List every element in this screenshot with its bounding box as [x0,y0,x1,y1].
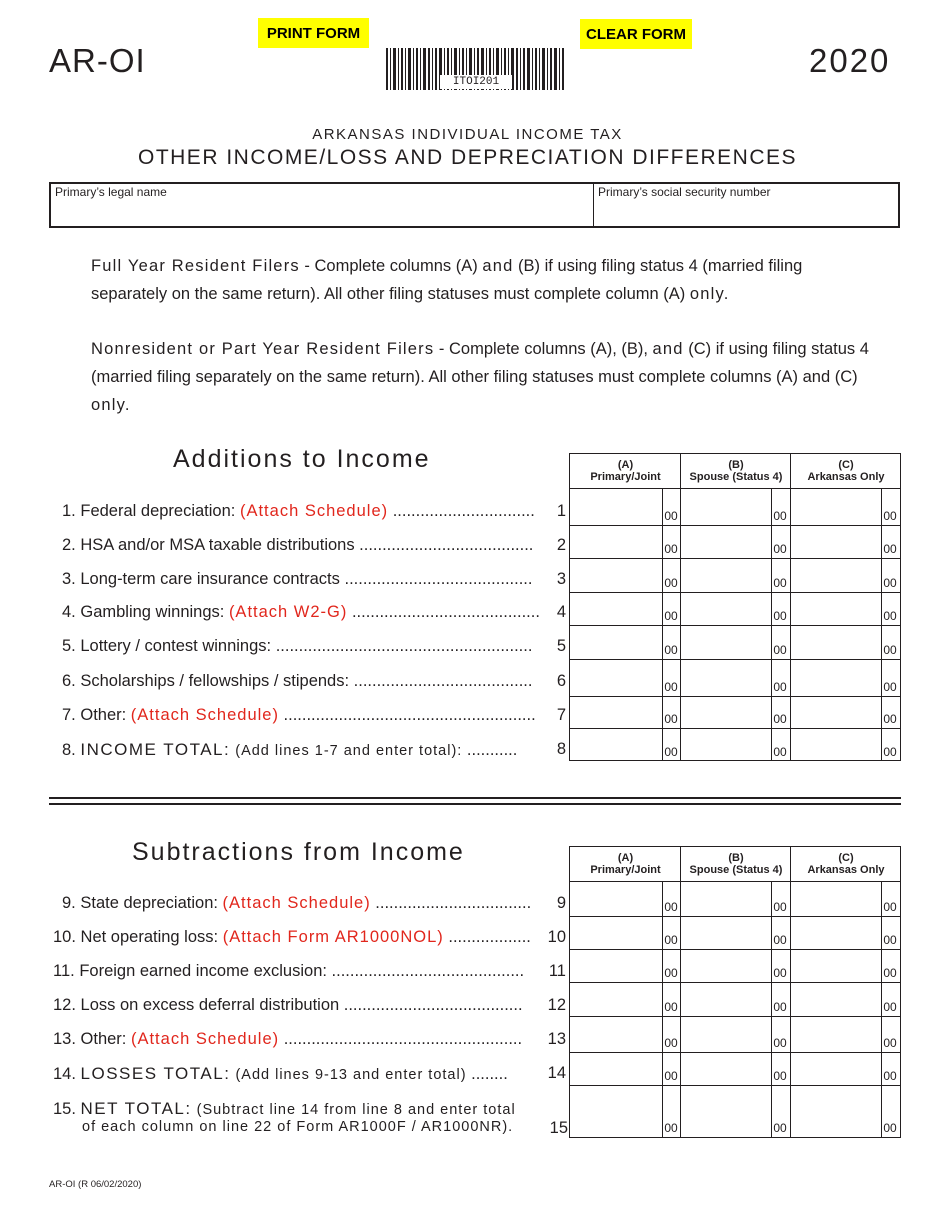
cents-label: 00 [664,643,678,657]
amount-input-b[interactable] [681,593,771,625]
attach-note: (Attach Form AR1000NOL) [222,928,444,946]
leader-dots: ....................................... [339,996,523,1014]
form-id: AR-OI [49,42,146,79]
amount-row [570,1016,900,1052]
legal-name-label: Primary’s legal name [55,185,167,199]
line-number: 10. [53,928,76,946]
tax-year: 2020 [809,42,891,79]
total-line-label [53,1064,508,1084]
leader-dots: ....................................................... [278,706,536,724]
cents-label: 00 [883,900,897,914]
amount-input-c[interactable] [791,593,881,625]
line-label [53,962,524,981]
amount-input-c[interactable] [791,489,881,525]
cents-label: 00 [664,609,678,623]
cents-label: 00 [773,643,787,657]
amount-input-b[interactable] [681,983,771,1016]
cents-label: 00 [664,933,678,947]
cents-label: 00 [773,933,787,947]
cents-label: 00 [773,745,787,759]
nonres-and: and [652,340,684,358]
full-year-and: and [482,257,514,275]
line-reference-number: 13 [547,1030,566,1048]
form-revision: AR-OI (R 06/02/2020) [49,1179,142,1190]
line-label [53,996,523,1015]
amount-input-a[interactable] [570,593,662,625]
amount-input-c[interactable] [791,660,881,696]
ssn-cell [594,184,898,226]
legal-name-input[interactable] [55,202,589,224]
cents-label: 00 [773,712,787,726]
line-label [62,672,532,691]
attach-note: (Attach Schedule) [239,502,389,520]
line-text: Other: [80,1030,131,1048]
cents-label: 00 [883,933,897,947]
amount-input-a[interactable] [570,660,662,696]
line-caps-text: LOSSES TOTAL: [80,1064,231,1083]
line-number: 2. [62,536,76,554]
line-text: (Add lines 1-7 and enter total): [230,743,463,759]
leader-dots: ...................................... [354,536,534,554]
line-reference-number: 12 [547,996,566,1014]
amount-input-c[interactable] [791,1053,881,1085]
amount-input-a[interactable] [570,983,662,1016]
amount-input-a[interactable] [570,917,662,949]
line-label [62,894,531,913]
line-text: Lottery / contest winnings: [80,637,272,655]
amount-input-c[interactable] [791,983,881,1016]
line-text: (Add lines 9-13 and enter total) [230,1067,467,1083]
amount-input-b[interactable] [681,1086,771,1137]
full-year-instructions [91,252,881,308]
amount-row [570,916,900,949]
line-number: 8. [62,741,76,759]
line-label [62,706,536,725]
subtractions-amount-grid [569,882,901,1138]
leader-dots: ............................... [388,502,535,520]
cents-label: 00 [664,1036,678,1050]
cents-label: 00 [664,509,678,523]
line-reference-number: 3 [556,570,566,588]
line-number: 6. [62,672,76,690]
line-number: 12. [53,996,76,1014]
full-year-lead: Full Year Resident Filers [91,257,300,275]
amount-input-b[interactable] [681,950,771,982]
line-reference-number: 15 [549,1119,568,1137]
amount-input-b[interactable] [681,559,771,592]
line-reference-number: 4 [556,603,566,621]
form-title: OTHER INCOME/LOSS AND DEPRECIATION DIFFERENCES [137,146,798,169]
cents-label: 00 [773,966,787,980]
legal-name-cell [51,184,594,226]
attach-note: (Attach W2-G) [228,603,348,621]
line-label [53,1030,522,1049]
leader-dots: ........ [466,1065,508,1083]
line-reference-number: 6 [556,672,566,690]
attach-note: (Attach Schedule) [130,706,279,724]
column-c-letter: (C) [838,459,854,471]
amount-row [570,489,900,525]
line-text: Federal depreciation: [80,502,240,520]
amount-row [570,696,900,728]
line-reference-number: 10 [547,928,566,946]
subtractions-title: Subtractions from Income [132,838,465,866]
cents-label: 00 [883,1069,897,1083]
amount-input-b[interactable] [681,729,771,761]
nonres-only: only. [91,396,131,414]
line-reference-number: 1 [556,502,566,520]
line-reference-number: 7 [556,706,566,724]
line-text-continued: of each column on line 22 of Form AR1000F / AR1000NR). [82,1119,514,1135]
line-number: 14. [53,1065,76,1083]
column-b-label: Spouse (Status 4) [689,471,783,483]
leader-dots: ......................................... [339,570,533,588]
cents-label: 00 [773,1121,787,1135]
amount-input-c[interactable] [791,526,881,558]
cents-label: 00 [883,576,897,590]
column-a-letter: (A) [617,852,634,864]
leader-dots: .................. [443,928,531,946]
amount-input-a[interactable] [570,559,662,592]
line-number: 7. [62,706,76,724]
line-reference-number: 9 [556,894,566,912]
cents-label: 00 [664,680,678,694]
amount-row [570,728,900,761]
amount-input-b[interactable] [681,1053,771,1085]
amount-input-a[interactable] [570,882,662,916]
amount-row [570,982,900,1016]
amount-row [570,949,900,982]
column-a-header [570,847,681,881]
column-c-header [791,847,901,881]
line-text: Gambling winnings: [80,603,229,621]
line-reference-number: 14 [547,1064,566,1082]
cents-label: 00 [773,1000,787,1014]
leader-dots: .................................................... [279,1030,523,1048]
total-line-label [62,740,517,760]
line-reference-number: 5 [556,637,566,655]
line-text: Net operating loss: [80,928,223,946]
line-text: Scholarships / fellowships / stipends: [80,672,350,690]
amount-input-b[interactable] [681,660,771,696]
amount-input-a[interactable] [570,1017,662,1052]
amount-input-a[interactable] [570,1053,662,1085]
column-c-letter: (C) [838,852,854,864]
full-year-text-1: - Complete columns (A) [299,257,483,275]
cents-label: 00 [664,1000,678,1014]
amount-input-a[interactable] [570,1086,662,1137]
column-a-label: Primary/Joint [590,864,661,876]
column-b-header [681,847,791,881]
amount-input-a[interactable] [570,950,662,982]
cents-label: 00 [664,966,678,980]
cents-label: 00 [883,966,897,980]
taxpayer-info-box [49,182,900,228]
line-label [62,637,532,656]
cents-label: 00 [773,1069,787,1083]
column-c-label: Arkansas Only [807,471,885,483]
cents-label: 00 [883,680,897,694]
column-b-letter: (B) [728,459,744,471]
line-text: Other: [80,706,131,724]
column-c-label: Arkansas Only [807,864,885,876]
section-divider [49,797,901,805]
line-caps-text: INCOME TOTAL: [80,740,231,759]
nonres-text-1: - Complete columns (A), (B), [434,340,653,358]
cents-label: 00 [773,1036,787,1050]
cents-label: 00 [883,509,897,523]
amount-input-c[interactable] [791,917,881,949]
cents-label: 00 [773,509,787,523]
line-caps-text: NET TOTAL: [80,1099,192,1118]
cents-label: 00 [664,1069,678,1083]
amount-row [570,525,900,558]
amount-row [570,558,900,592]
leader-dots: ....................................... [349,672,533,690]
cents-label: 00 [883,542,897,556]
form-heading: ARKANSAS INDIVIDUAL INCOME TAX [312,126,623,143]
cents-label: 00 [883,712,897,726]
cents-label: 00 [664,542,678,556]
amount-input-c[interactable] [791,950,881,982]
additions-column-headers [569,453,901,489]
amount-input-a[interactable] [570,489,662,525]
cents-label: 00 [773,680,787,694]
line-number: 4. [62,603,76,621]
amount-input-c[interactable] [791,1017,881,1052]
attach-note: (Attach Schedule) [130,1030,280,1048]
amount-row [570,1085,900,1137]
line-label [53,928,531,947]
column-a-header [570,454,681,488]
cents-label: 00 [773,609,787,623]
column-a-letter: (A) [617,459,634,471]
cents-label: 00 [664,1121,678,1135]
leader-dots: ........................................................ [271,637,533,655]
amount-input-a[interactable] [570,526,662,558]
cents-label: 00 [773,576,787,590]
cents-label: 00 [883,1036,897,1050]
additions-title: Additions to Income [173,445,431,473]
amount-input-c[interactable] [791,882,881,916]
line-reference-number: 8 [556,740,566,758]
amount-row [570,592,900,625]
cents-label: 00 [773,542,787,556]
line-reference-number: 11 [548,962,566,980]
leader-dots: .......................................... [326,962,525,980]
cents-label: 00 [664,712,678,726]
column-b-label: Spouse (Status 4) [689,864,783,876]
cents-label: 00 [883,1000,897,1014]
leader-dots: ........... [462,741,518,759]
leader-dots: .................................. [370,894,532,912]
amount-input-c[interactable] [791,697,881,728]
column-b-header [681,454,791,488]
column-b-letter: (B) [728,852,744,864]
subtractions-column-headers [569,846,901,882]
leader-dots: ......................................... [347,603,540,621]
amount-input-a[interactable] [570,697,662,728]
cents-label: 00 [883,609,897,623]
additions-amount-grid [569,489,901,761]
amount-row [570,659,900,696]
line-label [62,570,532,589]
line-label [62,502,535,521]
cents-label: 00 [773,900,787,914]
line-number: 5. [62,637,76,655]
full-year-only: only. [689,285,730,303]
full-year-text-2: (B) if using filing status 4 (married filing separately on the same return). All other filing statuses must complete column (A) [91,257,803,303]
print-form-button[interactable]: PRINT FORM [258,18,369,48]
line-text: Long-term care insurance contracts [80,570,340,588]
line-number: 9. [62,894,76,912]
cents-label: 00 [664,576,678,590]
cents-label: 00 [664,745,678,759]
amount-row [570,1052,900,1085]
amount-input-a[interactable] [570,729,662,761]
line-text: HSA and/or MSA taxable distributions [80,536,355,554]
amount-input-b[interactable] [681,697,771,728]
amount-input-b[interactable] [681,626,771,659]
attach-note: (Attach Schedule) [222,894,371,912]
amount-input-c[interactable] [791,559,881,592]
nonres-lead: Nonresident or Part Year Resident Filers [91,340,435,358]
cents-label: 00 [883,1121,897,1135]
amount-input-b[interactable] [681,526,771,558]
amount-input-c[interactable] [791,626,881,659]
barcode-text: ITOI201 [440,75,512,89]
amount-input-c[interactable] [791,729,881,761]
total-line-label [53,1099,516,1119]
amount-input-a[interactable] [570,626,662,659]
amount-row [570,625,900,659]
cents-label: 00 [664,900,678,914]
cents-label: 00 [883,745,897,759]
amount-input-b[interactable] [681,882,771,916]
ssn-input[interactable] [598,202,894,224]
line-text: Loss on excess deferral distribution [80,996,340,1014]
line-text: State depreciation: [80,894,223,912]
line-number: 11. [53,962,75,980]
line-number: 15. [53,1100,76,1118]
line-text: (Subtract line 14 from line 8 and enter total [191,1102,516,1118]
cents-label: 00 [883,643,897,657]
amount-input-b[interactable] [681,917,771,949]
nonres-text-2: (C) if using filing status 4 (married filing separately on the same return). All other filing statuses must complete columns (A) and (C) [91,340,869,386]
amount-row [570,882,900,916]
line-label [62,536,533,555]
line-text: Foreign earned income exclusion: [79,962,327,980]
line-number: 3. [62,570,76,588]
line-label [62,603,540,622]
amount-input-b[interactable] [681,489,771,525]
amount-input-c[interactable] [791,1086,881,1137]
clear-form-button[interactable]: CLEAR FORM [580,19,692,49]
line-number: 1. [62,502,76,520]
line-number: 13. [53,1030,76,1048]
column-a-label: Primary/Joint [590,471,661,483]
ssn-label: Primary’s social security number [598,185,771,199]
column-c-header [791,454,901,488]
amount-input-b[interactable] [681,1017,771,1052]
nonresident-instructions [91,335,881,419]
line-reference-number: 2 [556,536,566,554]
